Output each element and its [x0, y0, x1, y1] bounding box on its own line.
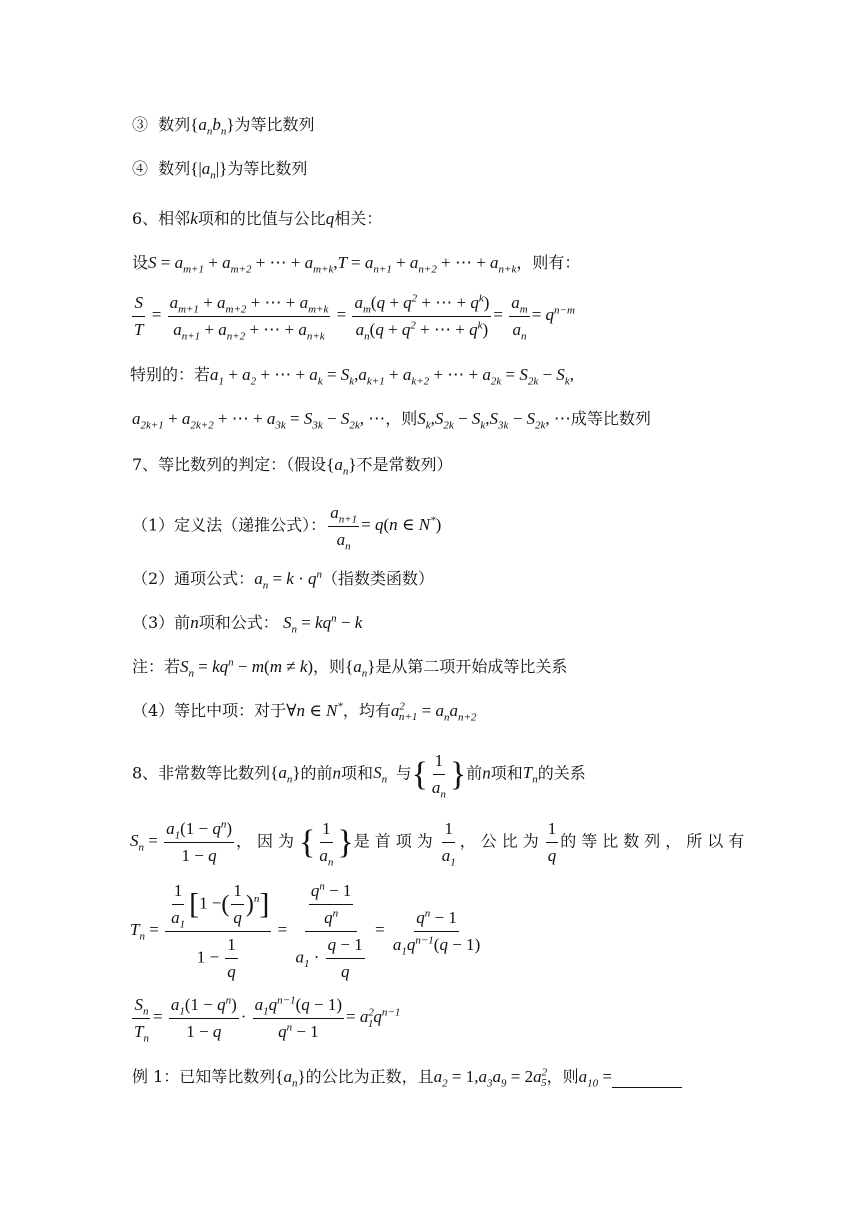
formula: $a^2_{n+1} = a_na_{n+2}$ — [390, 700, 477, 724]
formula: $\frac{S}{T}$ = $\frac{a_{m+1} + a_{m+2} + \cdots + a_{m+k}}{a_{n+1} + a_{n+2} + \cdots + a_{n+k}}$ = $\frac{a_m(q + q^2 + \cdots + q^k)}{a_n(q + q^2 + \cdots + q^k)}$ = $\frac{a_m}{a_n}$ = $q^{n-m}$ — [134, 292, 575, 343]
formula: $S_n$ = $\frac{a_1(1 - q^n)}{1 - q}$ — [130, 818, 233, 865]
formula: $a_n = k \cdot q^n$ — [254, 568, 322, 592]
section-6-special: 特别的：若$a_1 + a_2$ + ⋯ + $a_k = S_k,a_{k+1} + a_{k+2}$ + ⋯ + $a_{2k} = S_{2k} - S_k$, — [130, 365, 574, 388]
item-4-suffix: 为等比数列 — [227, 159, 308, 178]
section-7-sum-formula: （3）前n项和公式： $S_n = kq^n - k$ — [132, 612, 363, 636]
section-6-title: 6、相邻k项和的比值与公比q相关： — [132, 209, 383, 228]
formula: $\frac{a_{n+1}}{a_n}$ = q(n ∈ N*) — [330, 503, 442, 553]
section-8-title: 8、非常数等比数列$\{a_n\}$的前n项和$S_n$ 与{ $\frac{1}{a_n}$ }前n项和$T_n$的关系 — [132, 751, 586, 801]
section-7-note: 注：若$S_n = kq^n - m(m \ne k)$，则$\{a_n\}$是从第二项开始成等比关系 — [132, 656, 568, 680]
section-6-special-cont: $a_{2k+1} + a_{2k+2}$ + ⋯ + $a_{3k} = S_{3k} - S_{2k}$, ⋯，则$S_k,S_{2k} - S_k,S_{3k} - S_{2k}$, ⋯成等比数列 — [132, 409, 651, 432]
answer-blank[interactable] — [612, 1071, 682, 1088]
formula: $S_n = kq^n - m(m \ne k)$ — [180, 656, 314, 680]
formula: $S_k,S_{2k} - S_k,S_{3k} - S_{2k}$, ⋯ — [417, 409, 571, 432]
section-8-ratio-formula — [130, 994, 400, 1043]
formula: $\{|a_n|\}$ — [190, 159, 228, 182]
item-4: ④ 数列$\{|a_n|\}$为等比数列 — [132, 159, 308, 182]
formula: ∀n ∈ N* — [286, 700, 343, 720]
section-6-setup: 设$S = a_{m+1} + a_{m+2}$ + ⋯ + $a_{m+k},T = a_{n+1} + a_{n+2}$ + ⋯ + $a_{n+k}$，则有： — [132, 253, 581, 276]
item-4-text: 数列 — [158, 159, 191, 178]
formula: $a_2 = 1,a_3a_9 = 2a^2_5$ — [433, 1066, 548, 1090]
section-7-definition: （1）定义法（递推公式）： $\frac{a_{n+1}}{a_n}$ = q(n ∈ N*) — [132, 503, 442, 553]
formula: $a_{2k+1} + a_{2k+2}$ + ⋯ + $a_{3k} = S_{3k} - S_{2k}$, ⋯ — [132, 409, 386, 432]
formula: $S_n = kq^n - k$ — [278, 612, 363, 636]
example-1: 例 1：已知等比数列$\{a_n\}$的公比为正数，且$a_2 = 1,a_3a_9 = 2a^2_5$，则$a_{10}$ = — [132, 1066, 682, 1088]
section-8-tn-formula — [130, 880, 484, 983]
item-3: ③ 数列$\{a_nb_n\}$为等比数列 — [132, 115, 315, 138]
formula: $\frac{S_n}{T_n}$ = $\frac{a_1(1 - q^n)}{1 - q}$ · $\frac{a_1q^{n-1}(q - 1)}{q^n - 1}$ = $a^2_1q^{n-1}$ — [134, 994, 401, 1045]
item-3-text: 数列 — [158, 115, 191, 134]
formula: $\{a_nb_n\}$ — [190, 115, 235, 138]
section-8-sn-line: $S_n$ = $\frac{a_1(1 - q^n)}{1 - q}$ ，因为{ $\frac{1}{a_n}$ }是首项为 $\frac{1}{a_1}$ ，公比为 $\frac{1}{q}$ 的等比数列，所以有 — [130, 818, 750, 869]
item-3-suffix: 为等比数列 — [234, 115, 315, 134]
section-7-geometric-mean: （4）等比中项：对于∀n ∈ N*，均有$a^2_{n+1} = a_na_{n+2}$ — [132, 700, 477, 724]
section-6-ratio-formula — [130, 292, 575, 341]
formula: $S = a_{m+1} + a_{m+2}$ + ⋯ + $a_{m+k},T = a_{n+1} + a_{n+2}$ + ⋯ + $a_{n+k}$ — [148, 253, 517, 276]
section-7-general-term: （2）通项公式：$a_n = k \cdot q^n$（指数类函数） — [132, 568, 435, 592]
formula: $T_n$ = $\frac{1}{a_1}$ [1 −( $\frac{1}{q}$ )$^n$] 1 − $\frac{1}{q}$ = $\frac{q^n - 1}{q^n}$ $a_1$ · $\frac{q - 1}{q}$ = $\frac{q^n - 1}{a_1q^{n-1}(q - 1)}$ — [130, 880, 481, 981]
formula: $a_1 + a_2$ + ⋯ + $a_k = S_k,a_{k+1} + a_{k+2}$ + ⋯ + $a_{2k} = S_{2k} - S_k$, — [210, 365, 574, 388]
section-7-title: 7、等比数列的判定：（假设$\{a_n\}$不是常数列） — [132, 455, 453, 478]
